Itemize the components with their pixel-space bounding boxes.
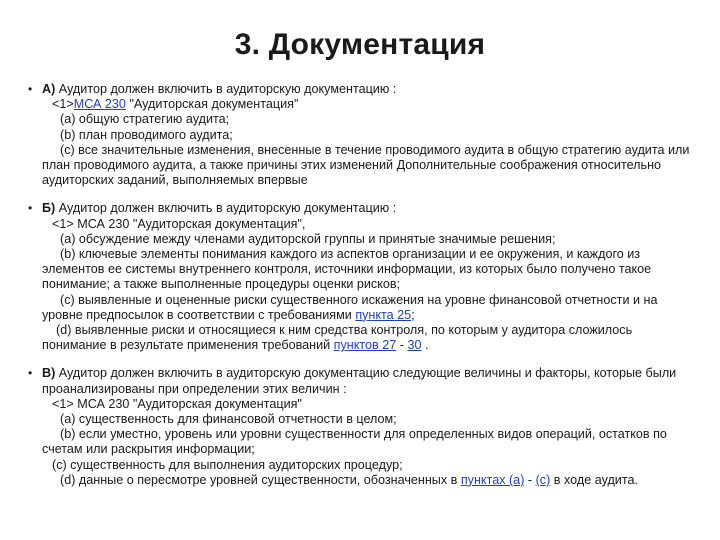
bullet: • (28, 201, 33, 216)
section-b (30, 201, 692, 353)
item-text: - (524, 472, 536, 487)
reference-line: <1> МСА 230 "Аудиторская документация", (52, 216, 306, 231)
list-item: (a) общую стратегию аудита; (60, 112, 230, 127)
list-item: (a) существенность для финансовой отчетности в целом; (60, 412, 397, 427)
list-item: (b) план проводимого аудита; (60, 127, 233, 142)
list-item: (a) обсуждение между членами аудиторской группы и принятые значимые решения; (60, 231, 556, 246)
intro-text: Аудитор должен включить в аудиторскую документацию : (55, 201, 397, 216)
section-intro (42, 366, 692, 396)
points-a-link[interactable]: пунктах (a) (460, 472, 525, 487)
list-item (42, 473, 692, 488)
ref-prefix: <1> (52, 97, 74, 112)
reference-line (42, 97, 692, 112)
bullet: • (28, 82, 33, 96)
ref-suffix: "Аудиторская документация" (125, 97, 299, 112)
slide-content (30, 82, 692, 501)
intro-text: Аудитор должен включить в аудиторскую документацию следующие величины и факторы, которые были проанализированы при определении этих величин : (42, 366, 677, 396)
list-item (42, 323, 692, 353)
section-c (30, 366, 692, 488)
paragraphs-27-link[interactable]: пунктов 27 (333, 338, 397, 353)
item-text: ; (411, 307, 415, 322)
paragraph-30-link[interactable]: 30 (407, 338, 422, 353)
list-item: (b) ключевые элементы понимания каждого из аспектов организации и ее окружения, и каждого из элементов ее системы внутреннего контроля, источники информации, из которых было получено такое понимание; а также выполненные процедуры оценки рисков; (42, 247, 652, 292)
item-text: (d) данные о пересмотре уровней существенности, обозначенных в (60, 472, 461, 487)
slide-title: 3. Документация (234, 28, 486, 61)
item-text: . (421, 338, 429, 353)
bullet: • (28, 366, 33, 381)
section-a (30, 82, 692, 188)
item-text: - (396, 338, 408, 353)
section-intro (42, 201, 692, 216)
point-c-link[interactable]: (c) (535, 472, 551, 487)
list-item: (c) существенность для выполнения аудиторских процедур; (52, 457, 403, 472)
item-text: (c) выявленные и оцененные риски существенного искажения на уровне финансовой отчетности и на уровне предпосылок в соответствии с требованиями (42, 292, 658, 322)
section-letter: Б) (42, 201, 56, 216)
section-letter: В) (42, 366, 56, 381)
intro-text: Аудитор должен включить в аудиторскую документацию : (55, 82, 397, 96)
section-letter: А) (42, 82, 56, 96)
section-intro (42, 82, 692, 97)
item-text: (d) выявленные риски и относящиеся к ним средства контроля, по которым у аудитора сложилось понимание в результате применения требований (42, 323, 633, 353)
list-item: (b) если уместно, уровень или уровни существенности для определенных видов операций, остатков по счетам или раскрытия информации; (42, 427, 667, 457)
list-item (42, 293, 692, 323)
list-item: (c) все значительные изменения, внесенные в течение проводимого аудита в общую стратегию аудита или план проводимого аудита, а также причины этих изменений Дополнительные соображения относительно аудиторских заданий, выполняемых впервые (42, 142, 690, 188)
paragraph-25-link[interactable]: пункта 25 (355, 307, 412, 322)
reference-line: <1> МСА 230 "Аудиторская документация" (52, 396, 302, 411)
msa-230-link[interactable]: МСА 230 (73, 97, 126, 112)
item-text: в ходе аудита. (550, 472, 638, 487)
